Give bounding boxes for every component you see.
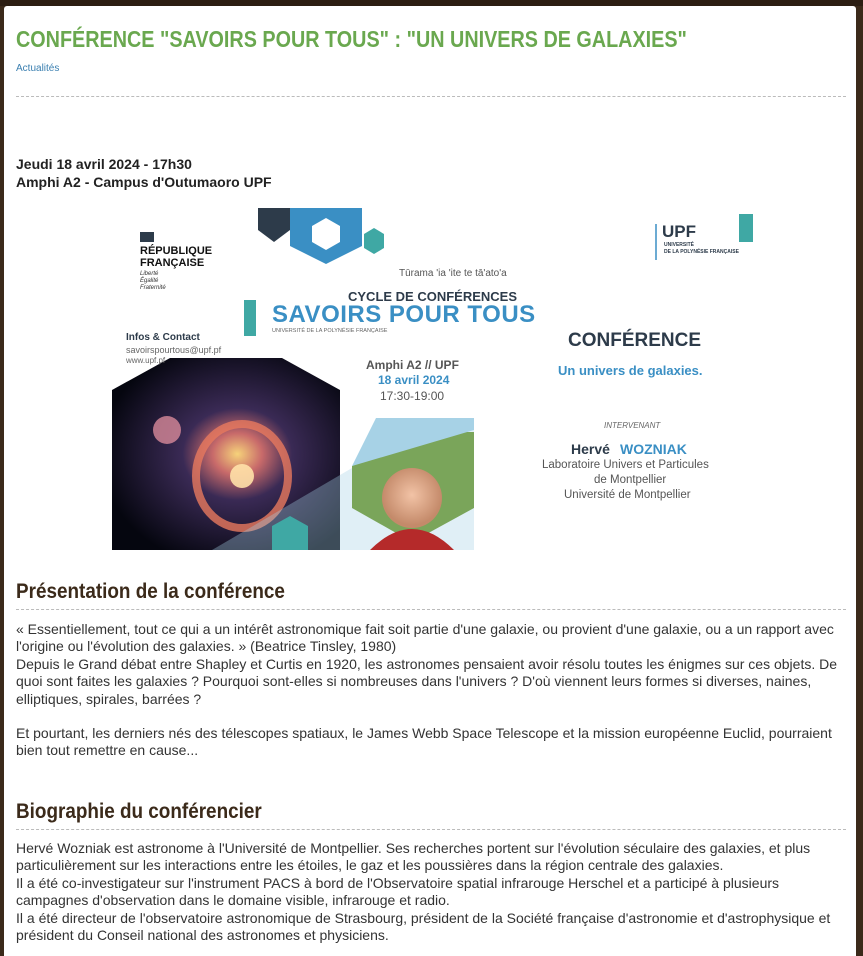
univ-label: UNIVERSITÉ DE LA POLYNÉSIE FRANÇAISE <box>272 328 388 334</box>
title-divider <box>16 96 846 97</box>
contact-title: Infos & Contact <box>126 332 200 343</box>
rf-line1: RÉPUBLIQUE <box>140 245 213 257</box>
teal-marker <box>244 300 256 336</box>
savoirs-title: SAVOIRS POUR TOUS <box>272 301 536 328</box>
biography-paragraph: Hervé Wozniak est astronome à l'Université de Montpellier. Ses recherches portent sur l'évolution séculaire des galaxies, et plus particulièrement sur les interactions entre les étoiles, le gaz et les poussières dans la région centrale des galaxies. <box>16 840 811 874</box>
biography-divider <box>16 829 846 830</box>
presentation-divider <box>16 609 846 610</box>
speaker-first-name: Hervé <box>571 441 610 457</box>
poster-conference-label: CONFÉRENCE <box>568 330 702 351</box>
upf-sub1: UNIVERSITÉ <box>664 242 695 248</box>
biography-text <box>16 840 846 944</box>
marianne-icon <box>140 232 154 242</box>
event-date: Jeudi 18 avril 2024 - 17h30 <box>16 156 192 172</box>
article-card <box>4 6 856 956</box>
contact-web: www.upf.pf <box>126 356 166 365</box>
rf-motto2: Égalité <box>140 278 159 284</box>
tahitian-motto: Tūrama 'ia 'ite te tā'ato'a <box>399 268 507 279</box>
presentation-heading: Présentation de la conférence <box>16 580 285 603</box>
small-hex-icon <box>364 228 384 254</box>
poster-time: 17:30-19:00 <box>380 389 445 403</box>
lab-line3: Université de Montpellier <box>564 489 691 501</box>
event-place: Amphi A2 - Campus d'Outumaoro UPF <box>16 174 272 190</box>
biography-paragraph: Il a été directeur de l'observatoire astronomique de Strasbourg, président de la Société française d'astronomie et d'astrophysique et président du Conseil national des astronomes et physiciens. <box>16 909 831 944</box>
cycle-label: CYCLE DE CONFÉRENCES <box>348 289 518 304</box>
lab-line1: Laboratoire Univers et Particules <box>542 459 709 471</box>
rf-line2: FRANÇAISE <box>140 257 205 269</box>
biography-heading: Biographie du conférencier <box>16 800 262 823</box>
contact-email: savoirspourtous@upf.pf <box>126 345 222 355</box>
rf-motto1: Liberté <box>140 271 159 277</box>
poster-venue: Amphi A2 // UPF <box>366 358 459 372</box>
hex-dark-icon <box>258 208 290 242</box>
lab-line2: de Montpellier <box>594 474 667 486</box>
upf-logo-text: UPF <box>662 222 696 241</box>
presentation-text <box>16 621 846 760</box>
speaker-label: INTERVENANT <box>604 421 661 430</box>
page-title: CONFÉRENCE "SAVOIRS POUR TOUS" : "UN UNIVERS DE GALAXIES" <box>16 26 687 52</box>
poster-conference-title: Un univers de galaxies. <box>558 363 703 378</box>
speaker-last-name: WOZNIAK <box>620 441 687 457</box>
poster-date: 18 avril 2024 <box>378 373 450 387</box>
event-poster <box>112 208 757 550</box>
presentation-paragraph: Et pourtant, les derniers nés des télescopes spatiaux, le James Webb Space Telescope et la mission européenne Euclid, pourraient bien tout remettre en cause... <box>16 725 832 759</box>
rf-motto3: Fraternité <box>140 285 166 291</box>
biography-paragraph: Il a été co-investigateur sur l'instrument PACS à bord de l'Observatoire spatial infrarouge Herschel et a participé à plusieurs campagnes d'observation dans le domaine visible, infrarouge et radio. <box>16 874 780 909</box>
upf-marker <box>739 214 753 242</box>
presentation-quote: « Essentiellement, tout ce qui a un intérêt astronomique fait soit partie d'une galaxie, ou provient d'une galaxie, ou a un rapport avec l'origine ou l'évolution des galaxies. » (Beatrice Tinsley, 1980) <box>16 621 834 655</box>
presentation-paragraph: Depuis le Grand débat entre Shapley et Curtis en 1920, les astronomes pensaient avoir résolu toutes les énigmes sur ces objets. De quoi sont faites les galaxies ? Pourquoi sont-elles si nombreuses dans l'univers ? D'où viennent leurs formes si diverses, naines, elliptiques, spirales, barrées ? <box>16 655 838 707</box>
upf-sub2: DE LA POLYNÉSIE FRANÇAISE <box>664 249 739 255</box>
category-link[interactable]: Actualités <box>16 63 60 74</box>
